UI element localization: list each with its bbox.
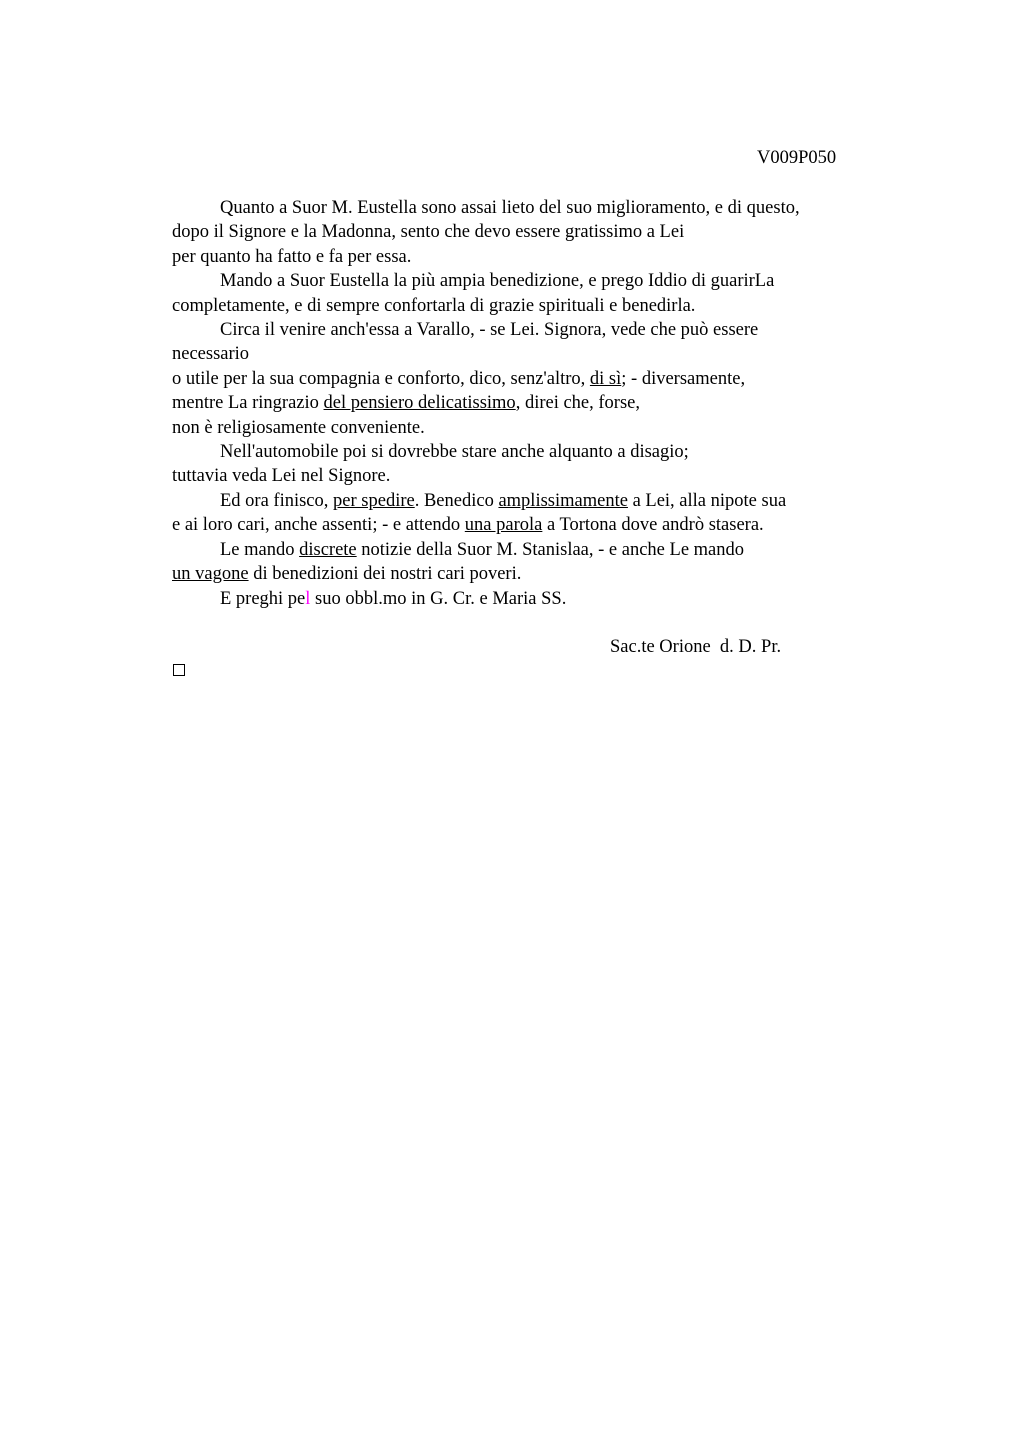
- text-segment: Le mando: [220, 539, 300, 560]
- page-identifier: V009P050: [757, 148, 837, 168]
- text-segment: e ai loro cari, anche assenti; - e attendo: [172, 515, 465, 536]
- underlined-text: un vagone: [172, 564, 249, 585]
- text-segment: , direi che, forse,: [515, 393, 640, 414]
- text-line: [172, 269, 892, 293]
- text-segment: tuttavia veda Lei nel Signore.: [172, 466, 391, 487]
- text-line: [172, 318, 892, 342]
- text-segment: ; - diversamente,: [621, 368, 746, 389]
- text-line: [172, 513, 892, 537]
- end-marker-box-icon: [173, 664, 185, 676]
- text-segment: suo obbl.mo in G. Cr. e Maria SS.: [310, 588, 567, 609]
- text-line: [172, 464, 892, 488]
- underlined-text: di sì: [589, 368, 622, 389]
- text-line: [172, 440, 892, 464]
- underlined-text: amplissimamente: [498, 490, 628, 511]
- text-segment: Circa il venire anch'essa a Varallo, - se Lei. Signora, vede che può essere: [220, 320, 759, 341]
- text-line: [172, 587, 892, 611]
- text-segment: per quanto ha fatto e fa per essa.: [172, 246, 412, 267]
- text-segment: o utile per la sua compagnia e conforto, dico, senz'altro,: [172, 368, 590, 389]
- text-segment: . Benedico: [414, 490, 499, 511]
- text-line: [172, 294, 892, 318]
- text-line: [172, 538, 892, 562]
- text-segment: a Tortona dove andrò stasera.: [542, 515, 764, 536]
- text-line: [172, 562, 892, 586]
- text-line: [172, 220, 892, 244]
- text-segment: di benedizioni dei nostri cari poveri.: [248, 564, 522, 585]
- text-segment: completamente, e di sempre confortarla di grazie spirituali e benedirla.: [172, 295, 696, 316]
- text-line: [172, 196, 892, 220]
- text-segment: Quanto a Suor M. Eustella sono assai lieto del suo miglioramento, e di questo,: [220, 198, 800, 218]
- signature: Sac.te Orione d. D. Pr.: [610, 637, 782, 657]
- text-segment: necessario: [172, 344, 250, 365]
- text-segment: Ed ora finisco,: [220, 490, 334, 511]
- text-segment: dopo il Signore e la Madonna, sento che devo essere gratissimo a Lei: [172, 222, 685, 243]
- text-segment: E preghi pe: [220, 588, 306, 609]
- underlined-text: una parola: [464, 515, 543, 536]
- underlined-text: del pensiero delicatissimo: [323, 393, 516, 414]
- text-line: [172, 416, 892, 440]
- text-segment: mentre La ringrazio: [172, 393, 324, 414]
- text-segment: Mando a Suor Eustella la più ampia benedizione, e prego Iddio di guarirLa: [220, 271, 775, 292]
- underlined-text: per spedire: [333, 490, 415, 511]
- text-line: [172, 342, 892, 366]
- text-line: [172, 367, 892, 391]
- letter-body: [172, 196, 892, 611]
- text-segment: notizie della Suor M. Stanislaa, - e anche Le mando: [356, 539, 745, 560]
- text-line: [172, 391, 892, 415]
- highlighted-text: l: [305, 588, 311, 609]
- text-segment: non è religiosamente conveniente.: [172, 417, 425, 438]
- text-segment: a Lei, alla nipote sua: [627, 490, 787, 511]
- text-line: [172, 245, 892, 269]
- text-segment: Nell'automobile poi si dovrebbe stare anche alquanto a disagio;: [220, 442, 689, 463]
- text-line: [172, 489, 892, 513]
- underlined-text: discrete: [299, 539, 357, 560]
